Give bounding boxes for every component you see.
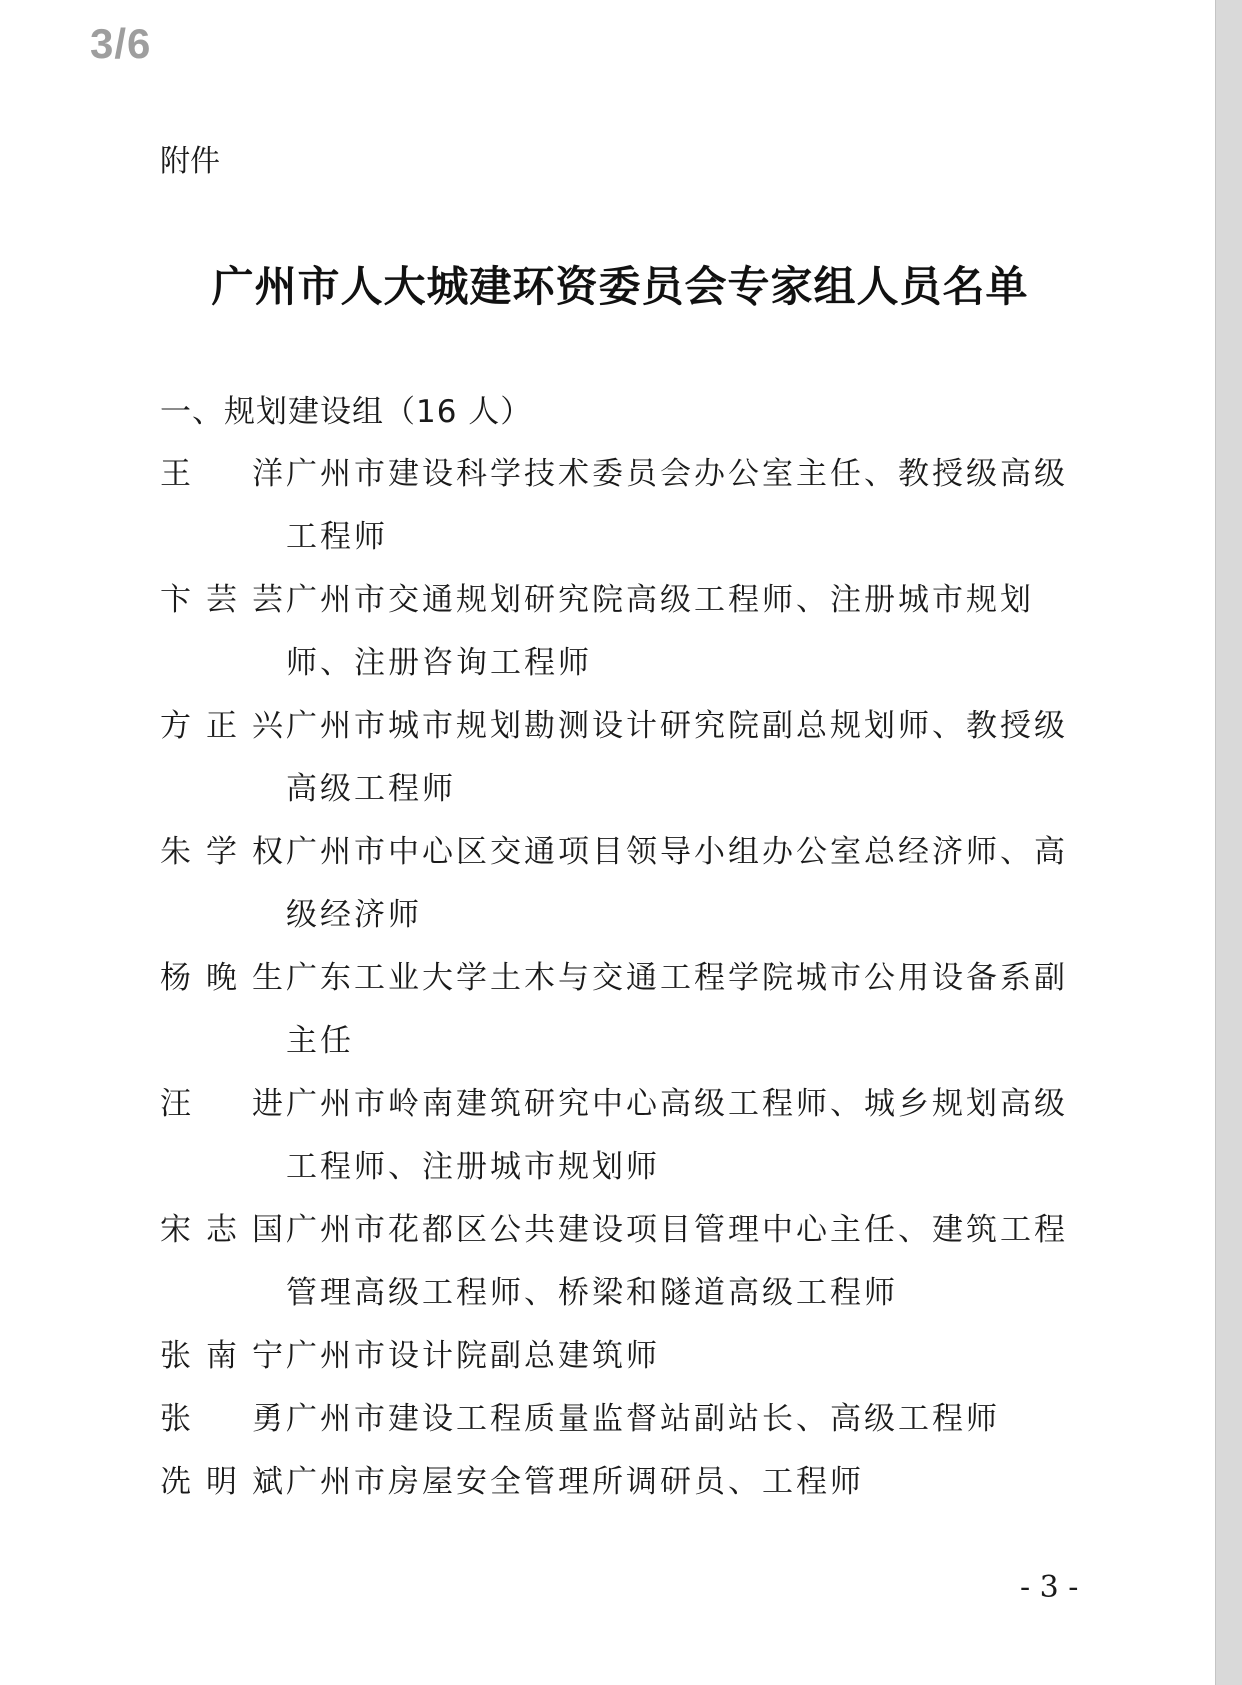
list-item (160, 1451, 1090, 1514)
member-name: 汪 进 (160, 1086, 286, 1122)
attachment-label: 附件 (160, 144, 220, 179)
member-title: 广州市房屋安全管理所调研员、工程师 (286, 1464, 864, 1500)
list-item (160, 569, 1090, 695)
member-name: 方正兴 (160, 708, 286, 744)
section-heading: 一、规划建设组（16 人） (160, 394, 533, 430)
page-indicator: 3/6 (90, 20, 152, 67)
list-item (160, 1199, 1090, 1325)
page-number: - 3 - (1020, 1570, 1079, 1605)
member-title: 广东工业大学土木与交通工程学院城市公用设备系副主任 (286, 960, 1068, 1059)
member-name: 冼明斌 (160, 1464, 286, 1500)
list-item (160, 1325, 1090, 1388)
member-name: 张 勇 (160, 1401, 286, 1437)
list-item (160, 1388, 1090, 1451)
member-title: 广州市花都区公共建设项目管理中心主任、建筑工程管理高级工程师、桥梁和隧道高级工程师 (286, 1212, 1068, 1311)
document-title: 广州市人大城建环资委员会专家组人员名单 (211, 262, 1029, 311)
member-title: 广州市建设工程质量监督站副站长、高级工程师 (286, 1401, 1000, 1437)
member-name: 朱学权 (160, 834, 286, 870)
member-title: 广州市城市规划勘测设计研究院副总规划师、教授级高级工程师 (286, 708, 1068, 807)
list-item (160, 695, 1090, 821)
viewer-scrollbar-track[interactable] (1215, 0, 1242, 1685)
member-title: 广州市交通规划研究院高级工程师、注册城市规划师、注册咨询工程师 (286, 582, 1034, 681)
member-title: 广州市中心区交通项目领导小组办公室总经济师、高级经济师 (286, 834, 1068, 933)
member-title: 广州市岭南建筑研究中心高级工程师、城乡规划高级工程师、注册城市规划师 (286, 1086, 1068, 1185)
list-item (160, 443, 1090, 569)
list-item (160, 1073, 1090, 1199)
member-name: 宋志国 (160, 1212, 286, 1248)
member-title: 广州市建设科学技术委员会办公室主任、教授级高级工程师 (286, 456, 1068, 555)
member-name: 杨晚生 (160, 960, 286, 996)
list-item (160, 947, 1090, 1073)
member-name: 张南宁 (160, 1338, 286, 1374)
member-title: 广州市设计院副总建筑师 (286, 1338, 660, 1374)
member-name: 卞芸芸 (160, 582, 286, 618)
member-list (160, 443, 1090, 1514)
list-item (160, 821, 1090, 947)
member-name: 王 洋 (160, 456, 286, 492)
